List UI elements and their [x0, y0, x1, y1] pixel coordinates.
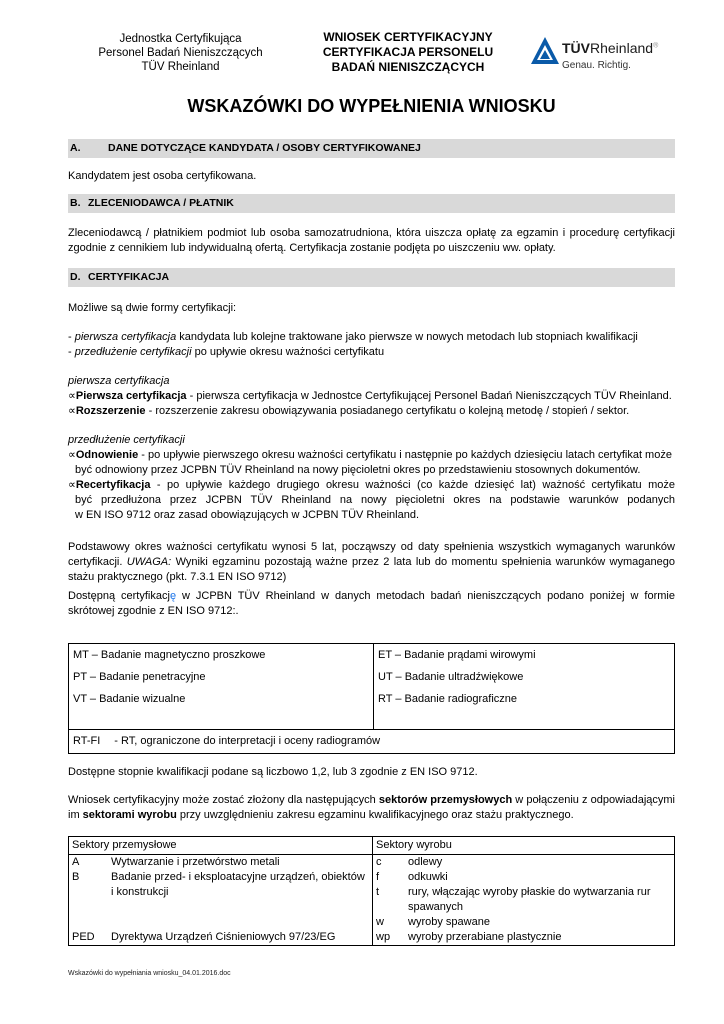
page-title: WSKAZÓWKI DO WYPEŁNIENIA WNIOSKU [187, 96, 556, 116]
product-code: t [373, 885, 406, 915]
section-b-header [68, 194, 675, 213]
text: pierwsza certyfikacja [68, 375, 170, 387]
tuv-logo-text [562, 40, 658, 56]
text: w połączeniu z odpowiadającymi im [68, 794, 675, 821]
document-header [68, 26, 675, 82]
availability-paragraph [68, 589, 675, 619]
section-number: B. [70, 197, 81, 209]
tuv-tagline: Genau. Richtig. [562, 60, 631, 71]
section-number: A. [70, 142, 81, 154]
product-code: f [373, 870, 406, 885]
product-code: c [373, 855, 406, 871]
group-heading [68, 374, 675, 389]
method-code: RT-FI [73, 735, 101, 747]
text: przy uwzględnieniu zakresu egzaminu kwalifikacyjnego oraz stażu praktycznego. [176, 809, 574, 821]
text: po upływie okresu ważności certyfikatu [191, 346, 385, 358]
rtfi-line [73, 730, 670, 752]
rtfi-cell [69, 730, 675, 754]
certification-intro: Możliwe są dwie formy certyfikacji: [68, 302, 237, 314]
text: Wyniki egzaminu pozostają ważne przez 2 lata lub do momentu spełnienia warunków wymaganego stażu praktycznego (pkt. 7.3.1 EN ISO 9712) [68, 556, 675, 583]
section-number: D. [70, 271, 81, 283]
section-a-body: Kandydatem jest osoba certyfikowana. [68, 170, 257, 182]
product-code: wp [373, 930, 406, 946]
term: Odnowienie [75, 449, 139, 461]
sectors-paragraph [68, 793, 675, 823]
product-sectors-header: Sektory wyrobu [373, 837, 675, 855]
method-item: UT – Badanie ultradźwiękowe [378, 671, 524, 683]
section-d-header [68, 268, 675, 287]
methods-table [68, 643, 675, 754]
bullet-item [68, 478, 675, 493]
section-title: ZLECENIODAWCA / PŁATNIK [88, 197, 234, 209]
header-left-line: Jednostka Certyfikująca [119, 33, 242, 45]
tuv-name: Rheinland [590, 40, 654, 56]
term: Recertyfikacja [75, 479, 151, 491]
text: Dostępną certyfikacj [68, 590, 170, 602]
text: przedłużenie certyfikacji [68, 434, 185, 446]
bullet-icon: ∝ [68, 405, 76, 417]
term: pierwsza certyfikacja [74, 331, 177, 343]
header-mid-line: CERTYFIKACJA PERSONELU [322, 45, 494, 59]
bullet-icon: ∝ [68, 449, 76, 461]
text: - rozszerzenie zakresu obowiązywania posiadanego certyfikatu o kolejną metodę / stopień / sektor. [145, 405, 630, 417]
product-name: rury, włączając wyroby płaskie do wytwarzania rur spawanych [405, 885, 675, 915]
bullet-continuation: być odnowiony przez JCPBN TÜV Rheinland na nowy pięcioletni okres po przedstawieniu stosownych dokumentów. [75, 464, 641, 476]
tuv-brand: TÜV [562, 40, 590, 56]
header-left-line: TÜV Rheinland [141, 61, 220, 73]
tuv-logo [530, 32, 675, 78]
bullet-icon: ∝ [68, 479, 76, 491]
form-title-block [293, 30, 523, 75]
method-item: RT – Badanie radiograficzne [378, 693, 518, 705]
method-item: MT – Badanie magnetyczno proszkowe [73, 649, 266, 661]
text: - po upływie pierwszego okresu ważności certyfikatu i następnie po każdych dziesięciu latach certyfikat może [138, 449, 672, 461]
note-label: UWAGA: [126, 556, 172, 568]
industry-name: Dyrektywa Urządzeń Ciśnieniowych 97/23/EG [108, 930, 373, 946]
text: Wniosek certyfikacyjny może zostać złożony dla następujących [68, 794, 379, 806]
method-item: VT – Badanie wizualne [73, 693, 186, 705]
bullet-item [68, 404, 675, 419]
industry-name: Wytwarzanie i przetwórstwo metali [108, 855, 373, 871]
bullet-continuation: w EN ISO 9712 oraz zasad obowiązujących w JCPBN TÜV Rheinland. [75, 509, 420, 521]
method-item: PT – Badanie penetracyjne [73, 671, 206, 683]
section-title: DANE DOTYCZĄCE KANDYDATA / OSOBY CERTYFIKOWANEJ [108, 142, 421, 154]
section-b-body: Zleceniodawcą / płatnikiem podmiot lub osoba samozatrudniona, która uiszcza opłatę za egzamin i procedurę certyfikacji zgodnie z cennikiem lub indywidualną ofertą. Certyfikacja zostanie podjęta po uiszczeniu ww. opłaty. [68, 227, 675, 254]
industry-code: A [69, 855, 109, 871]
certifying-body-name [68, 32, 293, 74]
text: - pierwsza certyfikacja w Jednostce Certyfikującej Personel Badań Nieniszczących TÜV Rheinland. [186, 390, 672, 402]
product-name: odlewy [405, 855, 675, 871]
text: w JCPBN TÜV Rheinland w danych metodach badań nieniszczących podano poniżej w formie skrótowej zgodnie z EN ISO 9712:. [68, 590, 675, 617]
text: sektorami wyrobu [82, 809, 177, 821]
text: kandydata lub kolejne traktowane jako pierwsze w nowych metodach lub stopniach kwalifikacji [176, 331, 638, 343]
text: - po upływie każdego drugiego okresu ważności (co każde dziesięć lat) ważność certyfikatu może [150, 479, 675, 491]
industry-name: Badanie przed- i eksploatacyjne urządzeń, obiektów i konstrukcji [108, 870, 373, 930]
header-left-line: Personel Badań Nieniszczących [98, 47, 263, 59]
header-mid-line: WNIOSEK CERTYFIKACYJNY [323, 30, 493, 44]
methods-left-cell [69, 644, 374, 730]
industry-sectors-header: Sektory przemysłowe [69, 837, 373, 855]
methods-right-cell [374, 644, 675, 730]
form-list-item: - pierwsza certyfikacja kandydata lub kolejne traktowane jako pierwsze w nowych metodach lub stopniach kwalifikacji [68, 331, 638, 343]
group-heading [68, 433, 675, 448]
term: Pierwsza certyfikacja [75, 390, 187, 402]
product-name: wyroby przerabiane plastycznie [405, 930, 675, 946]
tuv-triangle-icon [530, 36, 560, 66]
document-footer: Wskazówki do wypełniania wniosku_04.01.2016.doc [68, 970, 231, 977]
levels-text: Dostępne stopnie kwalifikacji podane są liczbowo 1,2, lub 3 zgodnie z EN ISO 9712. [68, 766, 478, 778]
term: Rozszerzenie [75, 405, 146, 417]
industry-code: PED [69, 930, 109, 946]
form-list-item: - przedłużenie certyfikacji po upływie okresu ważności certyfikatu [68, 346, 385, 358]
header-mid-line: BADAŃ NIENISZCZĄCYCH [331, 60, 485, 74]
bullet-item [68, 389, 675, 404]
text: sektorów przemysłowych [378, 794, 513, 806]
section-title: CERTYFIKACJA [88, 271, 170, 283]
bullet-icon: ∝ [68, 390, 76, 402]
section-a-header [68, 139, 675, 158]
product-code: w [373, 915, 406, 930]
bullet-continuation: być przedłużona przez JCPBN TÜV Rheinland na nowy pięcioletni okres na podstawie warunków podanych [75, 494, 675, 506]
bullet-item [68, 448, 675, 463]
registered-mark: ® [653, 42, 659, 50]
sectors-table [68, 836, 675, 946]
product-name: wyroby spawane [405, 915, 675, 930]
industry-code: B [69, 870, 109, 930]
term: przedłużenie certyfikacji [74, 346, 192, 358]
text: Podstawowy okres ważności certyfikatu wynosi 5 lat, począwszy od daty spełnienia wszystkich wymaganych warunków certyfikacji. [68, 541, 675, 568]
product-name: odkuwki [405, 870, 675, 885]
method-item: ET – Badanie prądami wirowymi [378, 649, 536, 661]
method-desc: - RT, ograniczone do interpretacji i oceny radiogramów [114, 735, 381, 747]
validity-paragraph [68, 540, 675, 585]
text: ę [169, 590, 177, 602]
